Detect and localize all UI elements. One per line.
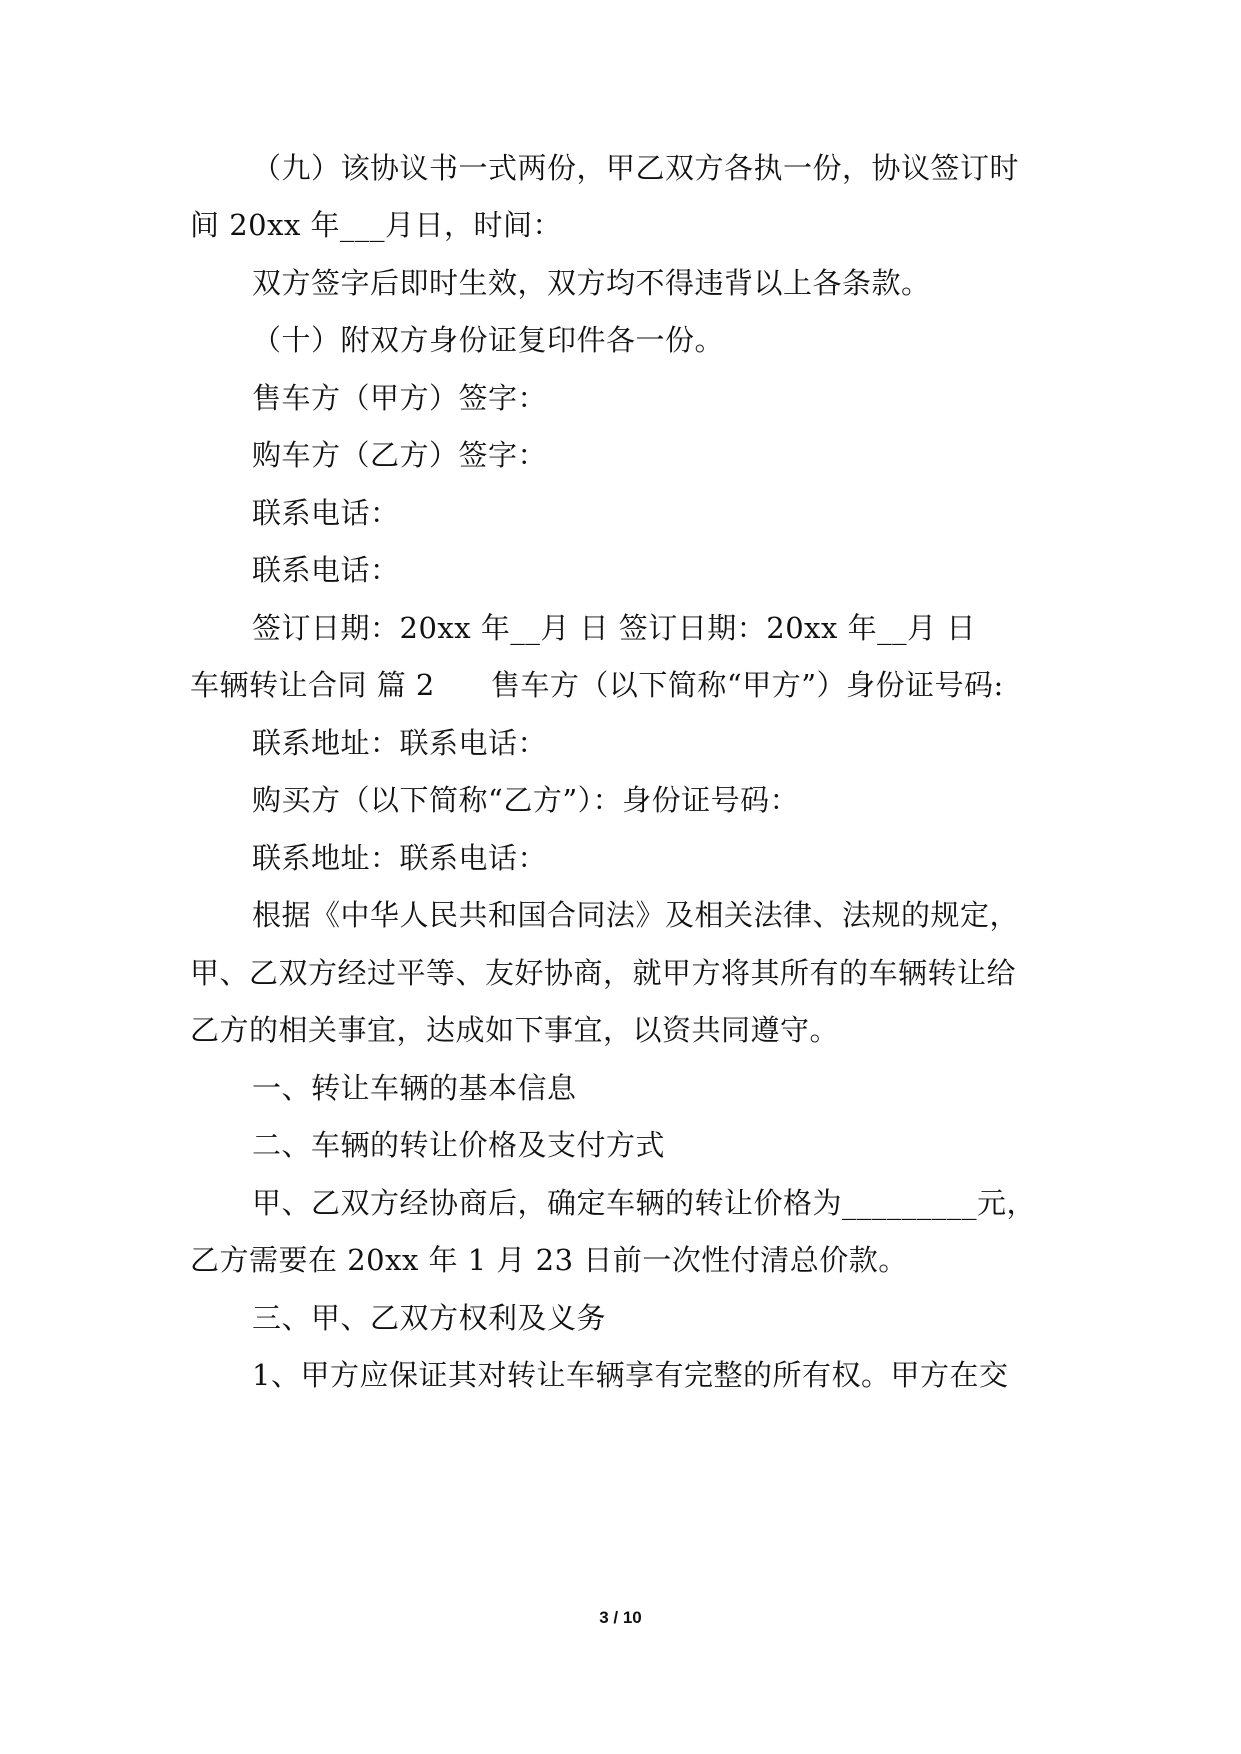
buyer-info-line: 购买方（以下简称“乙方”）：身份证号码： bbox=[252, 783, 800, 817]
seller-info: 售车方（以下简称“甲方”）身份证号码: bbox=[490, 668, 1004, 702]
clause-heading: 三、甲、乙双方权利及义务 bbox=[252, 1301, 607, 1335]
paragraph-line: 根据《中华人民共和国合同法》及相关法律、法规的规定， bbox=[252, 898, 1020, 932]
sign-date-line: 签订日期：20xx 年__月 日 签订日期：20xx 年__月 日 bbox=[252, 611, 976, 645]
paragraph-line: 乙方需要在 20xx 年 1 月 23 日前一次性付清总价款。 bbox=[190, 1243, 908, 1277]
paragraph-line: （十）附双方身份证复印件各一份。 bbox=[252, 323, 725, 357]
page-number: 3 / 10 bbox=[599, 1608, 642, 1627]
paragraph-line: 甲、乙双方经过平等、友好协商，就甲方将其所有的车辆转让给 bbox=[190, 956, 1017, 990]
signature-line: 购车方（乙方）签字： bbox=[252, 438, 548, 472]
paragraph-line: 间 20xx 年___月日，时间： bbox=[190, 208, 563, 242]
section-heading-line bbox=[190, 665, 1070, 705]
paragraph-line: 乙方的相关事宜，达成如下事宜，以资共同遵守。 bbox=[190, 1013, 840, 1047]
paragraph-line: 1、甲方应保证其对转让车辆享有完整的所有权。甲方在交 bbox=[252, 1358, 1009, 1392]
clause-heading: 二、车辆的转让价格及支付方式 bbox=[252, 1128, 666, 1162]
paragraph-line: 甲、乙双方经协商后，确定车辆的转让价格为_________元， bbox=[252, 1186, 1037, 1220]
phone-line: 联系电话： bbox=[252, 553, 400, 587]
address-line: 联系地址：联系电话： bbox=[252, 726, 548, 760]
clause-heading: 一、转让车辆的基本信息 bbox=[252, 1071, 577, 1105]
address-line: 联系地址：联系电话： bbox=[252, 841, 548, 875]
phone-line: 联系电话： bbox=[252, 496, 400, 530]
section-heading: 车辆转让合同 篇 2 bbox=[190, 668, 435, 702]
paragraph-line: （九）该协议书一式两份，甲乙双方各执一份，协议签订时 bbox=[252, 151, 1020, 185]
signature-line: 售车方（甲方）签字： bbox=[252, 381, 548, 415]
paragraph-line: 双方签字后即时生效，双方均不得违背以上各条款。 bbox=[252, 266, 931, 300]
